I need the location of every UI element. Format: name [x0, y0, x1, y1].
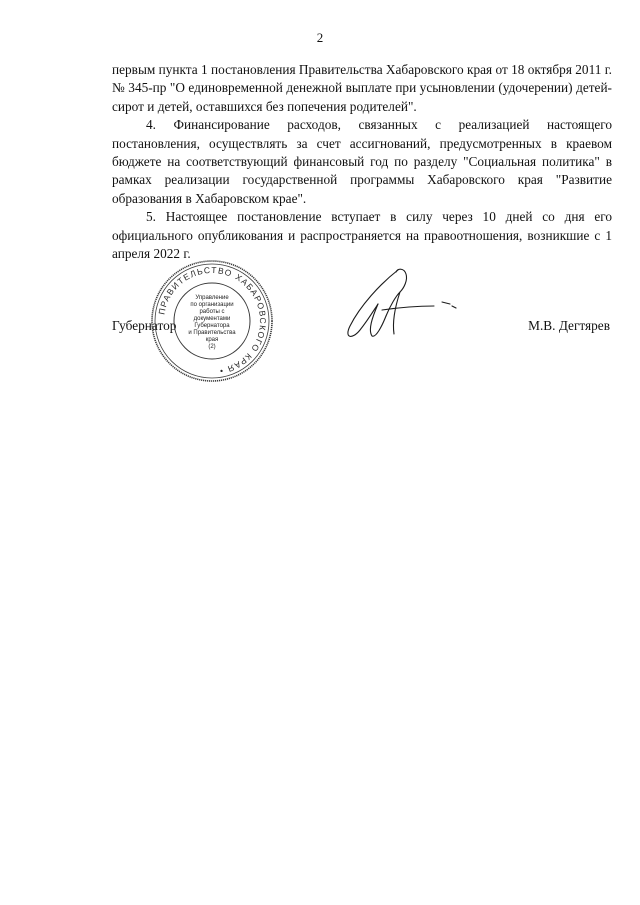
seal-line: Губернатора	[194, 323, 230, 329]
seal-line: (2)	[208, 344, 216, 350]
svg-text:ПРАВИТЕЛЬСТВО ХАБАРОВСКОГО КРА: ПРАВИТЕЛЬСТВО ХАБАРОВСКОГО КРАЯ •	[156, 264, 269, 377]
official-seal-stamp	[150, 259, 274, 383]
seal-line: края	[205, 337, 219, 343]
seal-line: и Правительства	[188, 330, 236, 336]
paragraph-continuation: первым пункта 1 постановления Правительства Хабаровского края от 18 октября 2011 г. № 345-пр "О единовременной денежной выплате при усыновлении (удочерении) детей-сирот и детей, оставшихся без попечения родителей".	[112, 62, 612, 114]
page-number: 2	[316, 30, 324, 45]
seal-line: Управление	[195, 295, 229, 301]
signatory-title: Губернатор	[112, 318, 177, 333]
seal-line: по организации	[190, 302, 234, 308]
seal-line: работы с документами	[193, 309, 231, 322]
paragraph-financing: 4. Финансирование расходов, связанных с реализацией настоящего постановления, осуществлять за счет ассигнований, предусмотренных в краевом бюджете на соответствующий финансовый год по разделу "Социальная политика" в рамках реализации государственной программы Хабаровского края "Развитие образования в Хабаровском крае".	[112, 117, 612, 206]
paragraph-effective-date: 5. Настоящее постановление вступает в силу через 10 дней со дня его официального опубликования и распространяется на правоотношения, возникшие с 1 апреля 2022 г.	[112, 209, 612, 262]
signatory-name: М.В. Дегтярев	[528, 318, 610, 333]
handwritten-signature	[338, 266, 468, 346]
